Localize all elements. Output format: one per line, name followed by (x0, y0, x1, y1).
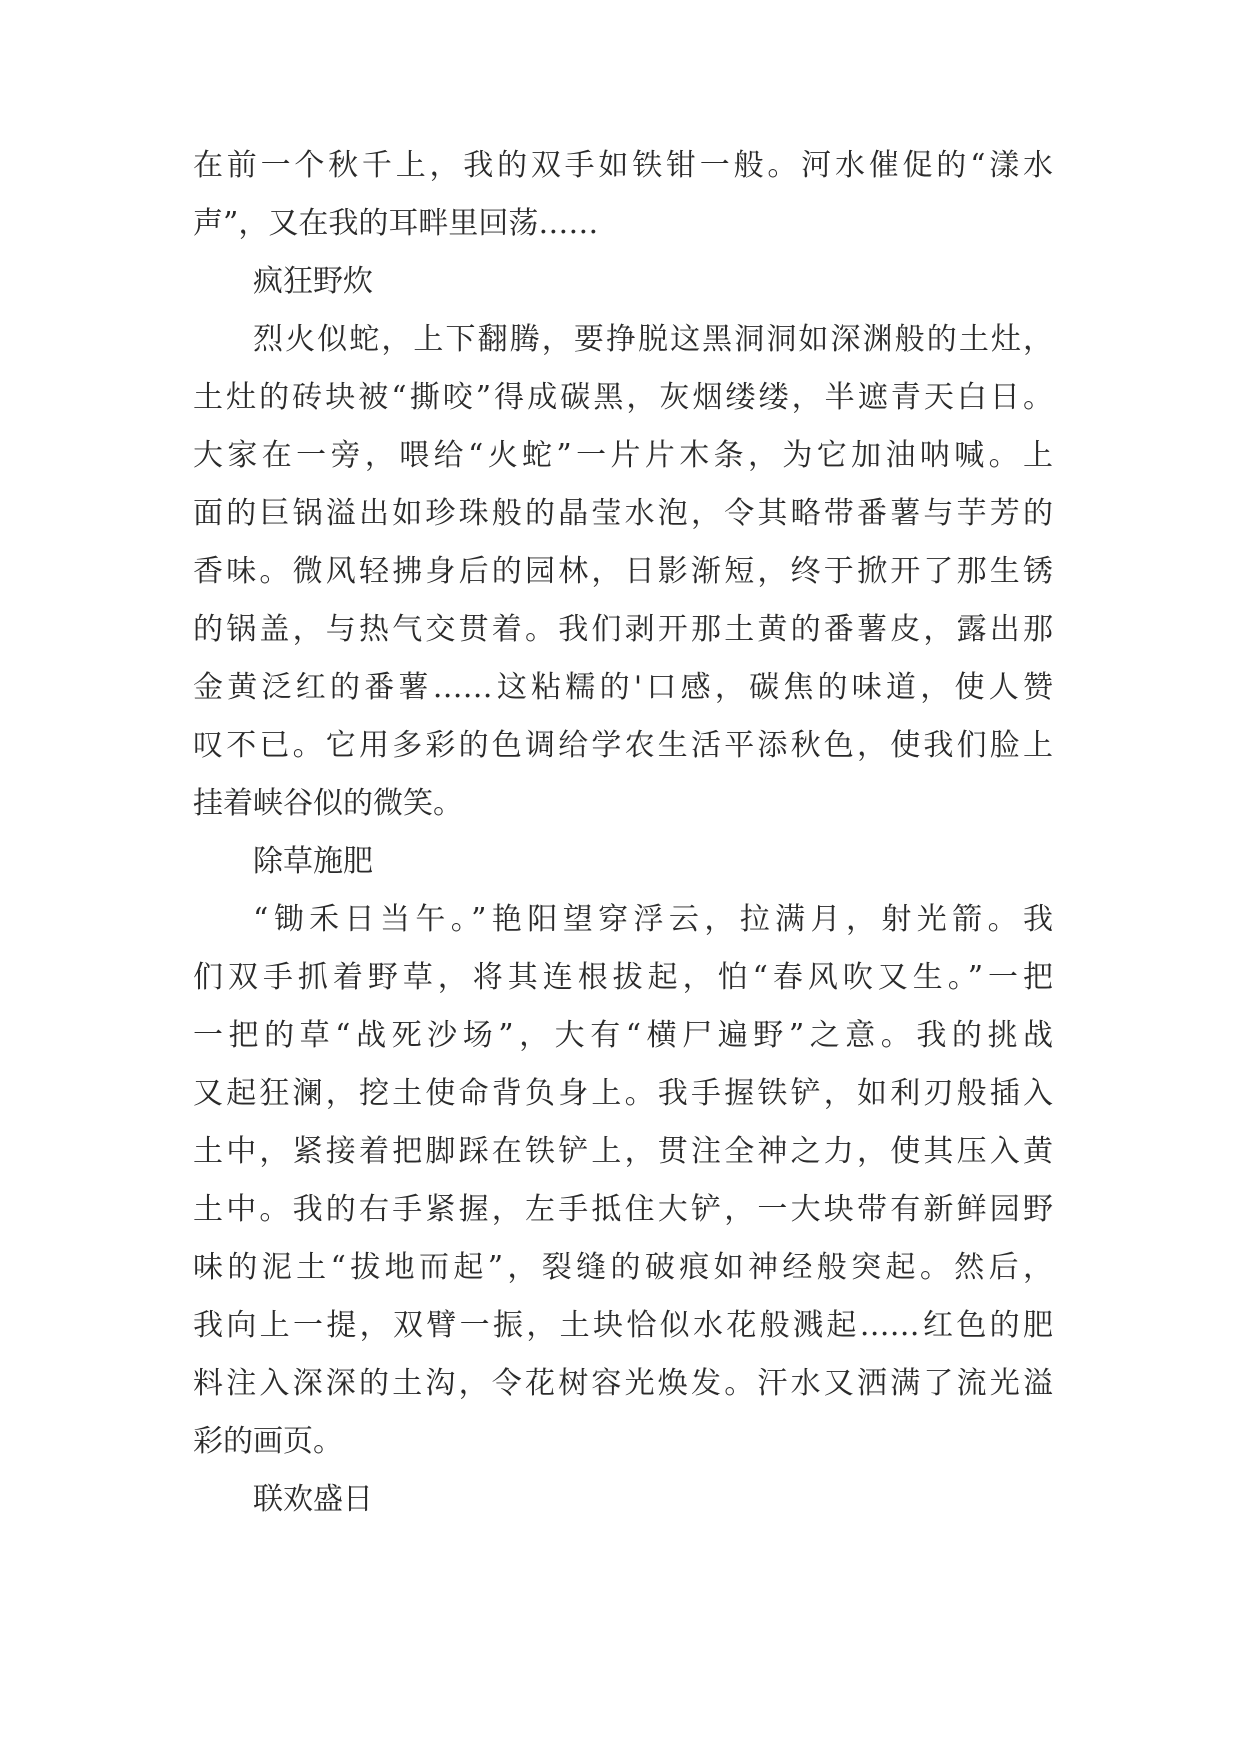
paragraph-line: 大家在一旁，喂给“火蛇”一片片木条，为它加油呐喊。上 (193, 438, 1053, 473)
paragraph-line: 料注入深深的土沟，令花树容光焕发。汗水又洒满了流光溢 (193, 1366, 1053, 1401)
paragraph-line: 彩的画页。 (193, 1424, 343, 1459)
paragraph-line: 又起狂澜，挖土使命背负身上。我手握铁铲，如利刃般插入 (193, 1076, 1053, 1111)
paragraph-line: “锄禾日当午。”艳阳望穿浮云，拉满月，射光箭。我 (253, 902, 1053, 937)
paragraph-line: 一把的草“战死沙场”，大有“横尸遍野”之意。我的挑战 (193, 1018, 1053, 1053)
paragraph-line: 叹不已。它用多彩的色调给学农生活平添秋色，使我们脸上 (193, 728, 1053, 763)
paragraph-line: 我向上一提，双臂一振，土块恰似水花般溅起……红色的肥 (193, 1308, 1053, 1343)
section-heading-wild-cooking: 疯狂野炊 (253, 264, 373, 299)
paragraph-line: 声”，又在我的耳畔里回荡…… (193, 206, 599, 241)
paragraph-line: 面的巨锅溢出如珍珠般的晶莹水泡，令其略带番薯与芋芳的 (193, 496, 1053, 531)
paragraph-line: 香味。微风轻拂身后的园林，日影渐短，终于掀开了那生锈 (193, 554, 1053, 589)
section-heading-party-day: 联欢盛日 (253, 1482, 373, 1517)
paragraph-line: 味的泥土“拔地而起”，裂缝的破痕如神经般突起。然后， (193, 1250, 1053, 1285)
paragraph-line: 们双手抓着野草，将其连根拔起，怕“春风吹又生。”一把 (193, 960, 1053, 995)
paragraph-line: 的锅盖，与热气交贯着。我们剥开那土黄的番薯皮，露出那 (193, 612, 1053, 647)
paragraph-line: 在前一个秋千上，我的双手如铁钳一般。河水催促的“漾水 (193, 148, 1053, 183)
section-heading-weeding: 除草施肥 (253, 844, 373, 879)
paragraph-line: 土中，紧接着把脚踩在铁铲上，贯注全神之力，使其压入黄 (193, 1134, 1053, 1169)
paragraph-line: 土灶的砖块被“撕咬”得成碳黑，灰烟缕缕，半遮青天白日。 (193, 380, 1053, 415)
paragraph-line: 挂着峡谷似的微笑。 (193, 786, 463, 821)
paragraph-line: 金黄泛红的番薯……这粘糯的'口感，碳焦的味道，使人赞 (193, 670, 1053, 705)
paragraph-line: 土中。我的右手紧握，左手抵住大铲，一大块带有新鲜园野 (193, 1192, 1053, 1227)
paragraph-line: 烈火似蛇，上下翻腾，要挣脱这黑洞洞如深渊般的土灶， (253, 322, 1053, 357)
